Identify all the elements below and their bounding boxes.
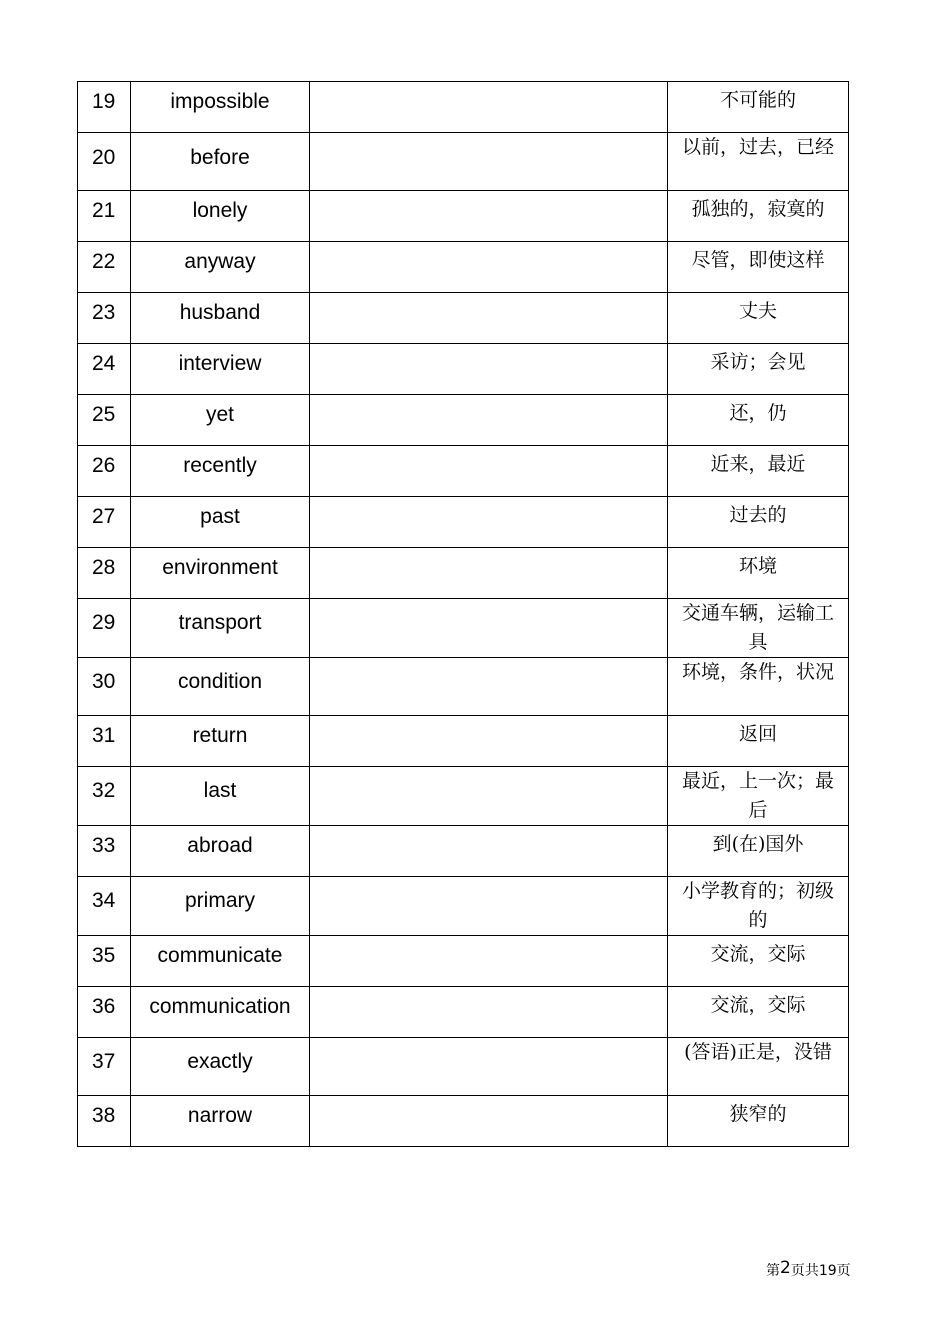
row-number: 31 bbox=[78, 716, 131, 767]
answer-blank bbox=[310, 767, 668, 826]
chinese-meaning: 环境，条件，状况 bbox=[668, 658, 849, 716]
english-word: recently bbox=[131, 446, 310, 497]
table-row bbox=[78, 395, 849, 446]
table-row bbox=[78, 716, 849, 767]
chinese-meaning: 以前，过去，已经 bbox=[668, 133, 849, 191]
english-word: primary bbox=[131, 877, 310, 936]
english-word: past bbox=[131, 497, 310, 548]
english-word: impossible bbox=[131, 82, 310, 133]
row-number: 25 bbox=[78, 395, 131, 446]
current-page-number: 2 bbox=[780, 1258, 791, 1278]
row-number: 38 bbox=[78, 1096, 131, 1147]
english-word: return bbox=[131, 716, 310, 767]
answer-blank bbox=[310, 446, 668, 497]
row-number: 34 bbox=[78, 877, 131, 936]
english-word: husband bbox=[131, 293, 310, 344]
row-number: 35 bbox=[78, 936, 131, 987]
table-row bbox=[78, 658, 849, 716]
english-word: yet bbox=[131, 395, 310, 446]
answer-blank bbox=[310, 395, 668, 446]
row-number: 33 bbox=[78, 826, 131, 877]
english-word: anyway bbox=[131, 242, 310, 293]
vocabulary-table bbox=[77, 81, 849, 1147]
table-row bbox=[78, 767, 849, 826]
chinese-meaning: 小学教育的；初级的 bbox=[668, 877, 849, 936]
row-number: 24 bbox=[78, 344, 131, 395]
chinese-meaning: 丈夫 bbox=[668, 293, 849, 344]
row-number: 20 bbox=[78, 133, 131, 191]
table-row bbox=[78, 344, 849, 395]
answer-blank bbox=[310, 716, 668, 767]
table-row bbox=[78, 987, 849, 1038]
table-row bbox=[78, 548, 849, 599]
english-word: abroad bbox=[131, 826, 310, 877]
row-number: 21 bbox=[78, 191, 131, 242]
answer-blank bbox=[310, 293, 668, 344]
table-row bbox=[78, 877, 849, 936]
row-number: 37 bbox=[78, 1038, 131, 1096]
row-number: 32 bbox=[78, 767, 131, 826]
row-number: 22 bbox=[78, 242, 131, 293]
chinese-meaning: 交通车辆，运输工具 bbox=[668, 599, 849, 658]
chinese-meaning: 返回 bbox=[668, 716, 849, 767]
english-word: before bbox=[131, 133, 310, 191]
answer-blank bbox=[310, 658, 668, 716]
answer-blank bbox=[310, 191, 668, 242]
footer-prefix: 第 bbox=[766, 1263, 780, 1279]
row-number: 28 bbox=[78, 548, 131, 599]
chinese-meaning: (答语)正是，没错 bbox=[668, 1038, 849, 1096]
english-word: last bbox=[131, 767, 310, 826]
row-number: 27 bbox=[78, 497, 131, 548]
english-word: condition bbox=[131, 658, 310, 716]
answer-blank bbox=[310, 936, 668, 987]
row-number: 29 bbox=[78, 599, 131, 658]
chinese-meaning: 环境 bbox=[668, 548, 849, 599]
row-number: 26 bbox=[78, 446, 131, 497]
english-word: narrow bbox=[131, 1096, 310, 1147]
table-row bbox=[78, 191, 849, 242]
chinese-meaning: 过去的 bbox=[668, 497, 849, 548]
answer-blank bbox=[310, 548, 668, 599]
answer-blank bbox=[310, 133, 668, 191]
table-row bbox=[78, 936, 849, 987]
english-word: interview bbox=[131, 344, 310, 395]
chinese-meaning: 近来，最近 bbox=[668, 446, 849, 497]
table-row bbox=[78, 293, 849, 344]
answer-blank bbox=[310, 1096, 668, 1147]
english-word: communication bbox=[131, 987, 310, 1038]
table-row bbox=[78, 497, 849, 548]
answer-blank bbox=[310, 599, 668, 658]
chinese-meaning: 最近，上一次；最后 bbox=[668, 767, 849, 826]
chinese-meaning: 狭窄的 bbox=[668, 1096, 849, 1147]
answer-blank bbox=[310, 82, 668, 133]
chinese-meaning: 孤独的，寂寞的 bbox=[668, 191, 849, 242]
row-number: 19 bbox=[78, 82, 131, 133]
table-row bbox=[78, 242, 849, 293]
chinese-meaning: 尽管，即使这样 bbox=[668, 242, 849, 293]
answer-blank bbox=[310, 497, 668, 548]
answer-blank bbox=[310, 826, 668, 877]
table-row bbox=[78, 1038, 849, 1096]
answer-blank bbox=[310, 1038, 668, 1096]
table-row bbox=[78, 599, 849, 658]
table-row bbox=[78, 1096, 849, 1147]
total-pages: 19 bbox=[818, 1263, 837, 1279]
table-row bbox=[78, 82, 849, 133]
chinese-meaning: 还，仍 bbox=[668, 395, 849, 446]
row-number: 36 bbox=[78, 987, 131, 1038]
answer-blank bbox=[310, 344, 668, 395]
english-word: exactly bbox=[131, 1038, 310, 1096]
answer-blank bbox=[310, 877, 668, 936]
footer-middle: 页共 bbox=[790, 1263, 819, 1279]
chinese-meaning: 交流，交际 bbox=[668, 987, 849, 1038]
vocabulary-table-body bbox=[78, 82, 849, 1147]
row-number: 23 bbox=[78, 293, 131, 344]
english-word: environment bbox=[131, 548, 310, 599]
table-row bbox=[78, 133, 849, 191]
footer-suffix: 页 bbox=[836, 1263, 851, 1279]
english-word: lonely bbox=[131, 191, 310, 242]
english-word: transport bbox=[131, 599, 310, 658]
english-word: communicate bbox=[131, 936, 310, 987]
chinese-meaning: 到(在)国外 bbox=[668, 826, 849, 877]
page-footer bbox=[766, 1260, 851, 1280]
answer-blank bbox=[310, 242, 668, 293]
table-row bbox=[78, 826, 849, 877]
row-number: 30 bbox=[78, 658, 131, 716]
chinese-meaning: 不可能的 bbox=[668, 82, 849, 133]
answer-blank bbox=[310, 987, 668, 1038]
table-row bbox=[78, 446, 849, 497]
chinese-meaning: 采访；会见 bbox=[668, 344, 849, 395]
chinese-meaning: 交流，交际 bbox=[668, 936, 849, 987]
